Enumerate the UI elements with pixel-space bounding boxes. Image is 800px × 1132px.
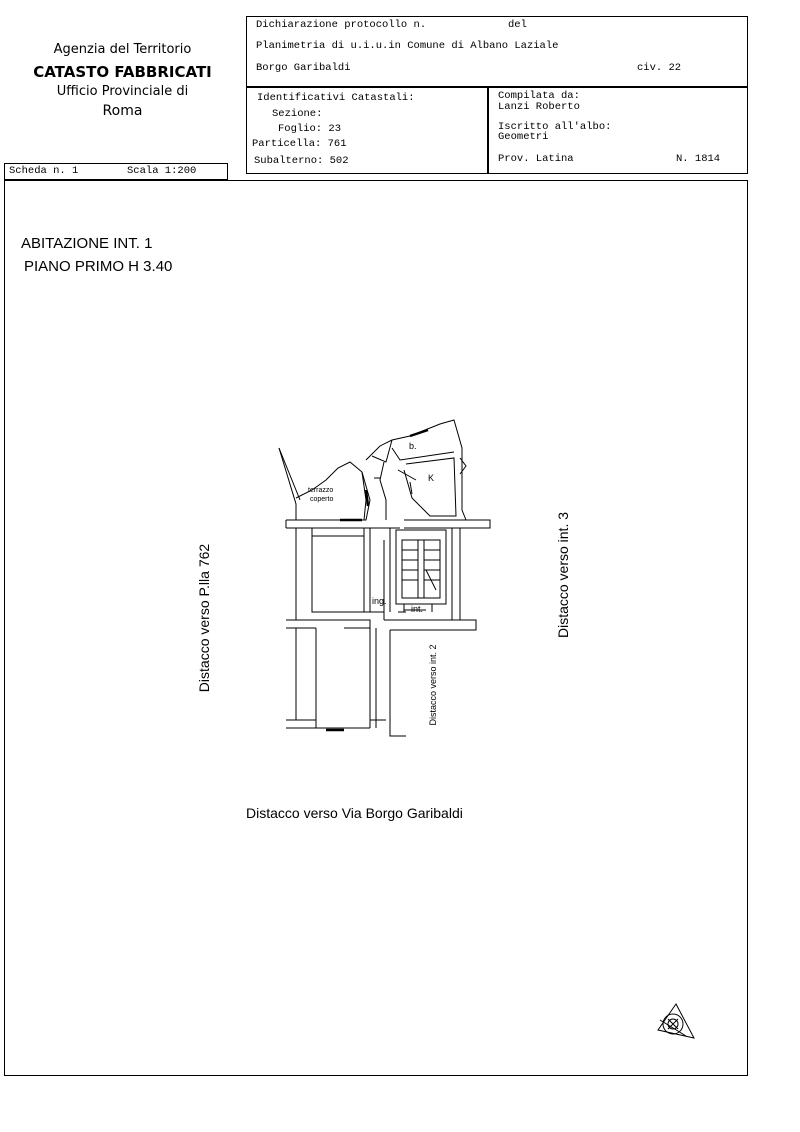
entrance-label: ing.: [372, 596, 387, 606]
scheda-number: Scheda n. 1: [9, 165, 79, 177]
province: Prov. Latina: [498, 153, 574, 165]
ident-title: Identificativi Catastali:: [257, 92, 415, 104]
bathroom-label: b.: [409, 441, 417, 451]
kitchen-label: K: [428, 473, 435, 483]
foglio: Foglio: 23: [278, 123, 342, 135]
declaration-del: del: [508, 19, 527, 31]
address: Borgo Garibaldi: [256, 62, 351, 74]
agency-name: Agenzia del Territorio: [53, 42, 192, 57]
distacco-right: Distacco verso int. 3: [555, 511, 571, 639]
iscritto-label: Iscritto all'albo:: [498, 121, 612, 133]
scale: Scala 1:200: [127, 165, 197, 177]
compilata-label: Compilata da:: [498, 90, 580, 102]
distacco-int2: Distacco verso int. 2: [428, 644, 438, 726]
planimetry-line: Planimetria di u.i.u.in Comune di Albano Laziale: [256, 40, 559, 52]
interior-label: int.: [411, 604, 424, 614]
ufficio-label: Ufficio Provinciale di: [56, 84, 189, 99]
compass-icon: [658, 1004, 694, 1038]
ufficio-city: Roma: [102, 103, 143, 119]
compiler-name: Lanzi Roberto: [498, 101, 580, 113]
register-number: N. 1814: [676, 153, 721, 165]
distacco-left: Distacco verso P.lla 762: [196, 543, 212, 693]
particella: Particella: 761: [252, 138, 347, 150]
catasto-title: CATASTO FABBRICATI: [33, 63, 212, 81]
terrazzo-label: terrazzo: [308, 487, 334, 494]
unit-title: ABITAZIONE INT. 1: [21, 235, 153, 252]
subalterno: Subalterno: 502: [254, 155, 349, 167]
sezione: Sezione:: [272, 108, 323, 120]
declaration-label: Dichiarazione protocollo n.: [256, 19, 427, 31]
coperto-label: coperto: [310, 496, 334, 503]
floor-title: PIANO PRIMO H 3.40: [24, 258, 173, 275]
albo-value: Geometri: [498, 131, 549, 143]
civic-number: civ. 22: [637, 62, 682, 74]
distacco-bottom: Distacco verso Via Borgo Garibaldi: [246, 805, 463, 821]
